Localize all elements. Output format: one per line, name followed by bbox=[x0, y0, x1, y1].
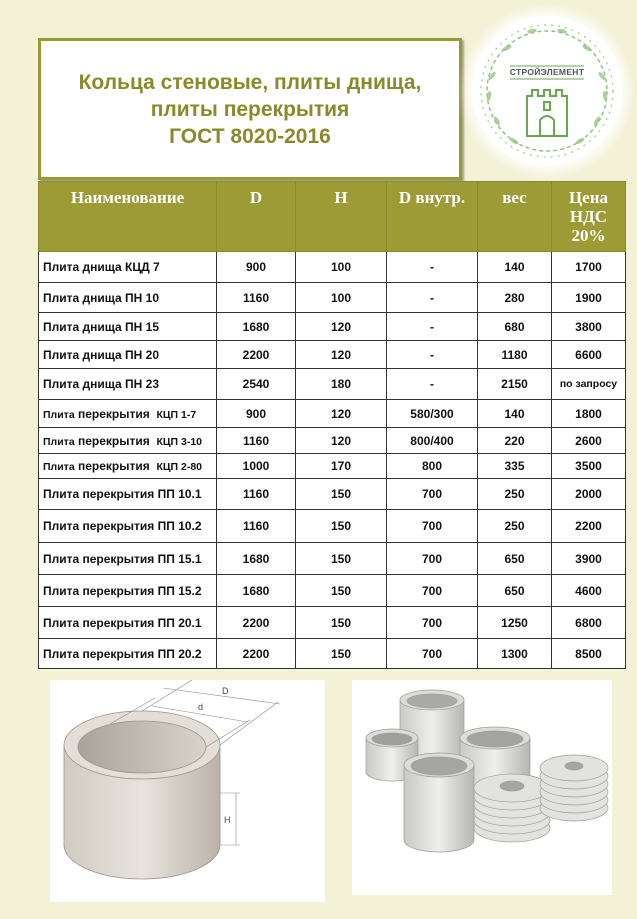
row-price: 1900 bbox=[552, 283, 626, 313]
row-weight: 250 bbox=[478, 479, 552, 510]
row-name-part-b: перекрытия bbox=[78, 459, 150, 473]
header-price-line-1: Цена bbox=[568, 188, 609, 207]
row-price: 3500 bbox=[552, 454, 626, 479]
row-weight: 140 bbox=[478, 252, 552, 283]
header-weight: вес bbox=[478, 182, 552, 252]
row-d-inner: - bbox=[387, 341, 478, 369]
logo-text: СТРОЙЭЛЕМЕНТ bbox=[509, 67, 585, 77]
row-weight: 280 bbox=[478, 283, 552, 313]
row-weight: 650 bbox=[478, 575, 552, 607]
row-h: 100 bbox=[296, 283, 387, 313]
row-h: 150 bbox=[296, 543, 387, 575]
row-price: 6800 bbox=[552, 607, 626, 639]
title-line-1: Кольца стеновые, плиты днища, bbox=[78, 70, 422, 94]
row-d-inner: 800/400 bbox=[387, 428, 478, 454]
row-d: 2200 bbox=[217, 639, 296, 669]
row-d: 2540 bbox=[217, 369, 296, 400]
row-weight: 650 bbox=[478, 543, 552, 575]
row-name: Плита перекрытия ПП 15.2 bbox=[39, 575, 217, 607]
table-row bbox=[39, 252, 626, 283]
row-h: 150 bbox=[296, 510, 387, 543]
header-d: D bbox=[217, 182, 296, 252]
row-price: 2000 bbox=[552, 479, 626, 510]
row-weight: 1180 bbox=[478, 341, 552, 369]
row-name: Плита перекрытия ПП 10.2 bbox=[39, 510, 217, 543]
row-d-inner: 700 bbox=[387, 543, 478, 575]
header-h: H bbox=[296, 182, 387, 252]
row-name-part-c: КЦП 1-7 bbox=[156, 408, 197, 421]
row-d: 1680 bbox=[217, 575, 296, 607]
row-d-inner: 700 bbox=[387, 510, 478, 543]
castle-icon bbox=[527, 90, 567, 136]
table-row bbox=[39, 575, 626, 607]
row-d-inner: - bbox=[387, 283, 478, 313]
table-row bbox=[39, 313, 626, 341]
row-d: 1680 bbox=[217, 543, 296, 575]
row-h: 120 bbox=[296, 313, 387, 341]
row-name-part-a: Плита bbox=[43, 408, 75, 421]
row-weight: 250 bbox=[478, 510, 552, 543]
title-line-2: плиты перекрытия bbox=[150, 97, 350, 121]
diagram-label-H: H bbox=[224, 815, 231, 825]
header-price bbox=[552, 182, 626, 252]
row-price: 8500 bbox=[552, 639, 626, 669]
row-name bbox=[39, 428, 217, 454]
row-d-inner: 700 bbox=[387, 575, 478, 607]
title-line-3: ГОСТ 8020-2016 bbox=[169, 124, 331, 148]
row-name-part-a: Плита bbox=[43, 435, 75, 448]
table-row bbox=[39, 341, 626, 369]
row-name: Плита перекрытия ПП 15.1 bbox=[39, 543, 217, 575]
row-name-part-c: КЦП 2-80 bbox=[156, 461, 202, 473]
row-name-part-c: КЦП 3-10 bbox=[156, 435, 202, 448]
ring-diagram-image bbox=[50, 680, 325, 902]
row-price: 3900 bbox=[552, 543, 626, 575]
row-name: Плита перекрытия ПП 10.1 bbox=[39, 479, 217, 510]
row-weight: 140 bbox=[478, 400, 552, 428]
row-name-part-a: Плита bbox=[43, 461, 75, 473]
row-weight: 2150 bbox=[478, 369, 552, 400]
row-d-inner: - bbox=[387, 252, 478, 283]
row-price: 1700 bbox=[552, 252, 626, 283]
row-weight: 335 bbox=[478, 454, 552, 479]
row-h: 120 bbox=[296, 341, 387, 369]
row-name: Плита днища ПН 15 bbox=[39, 313, 217, 341]
table-row bbox=[39, 369, 626, 400]
company-logo bbox=[472, 16, 622, 166]
row-d: 1160 bbox=[217, 479, 296, 510]
row-d-inner: 580/300 bbox=[387, 400, 478, 428]
row-weight: 220 bbox=[478, 428, 552, 454]
row-d-inner: - bbox=[387, 313, 478, 341]
row-h: 120 bbox=[296, 428, 387, 454]
table-row bbox=[39, 607, 626, 639]
row-h: 150 bbox=[296, 479, 387, 510]
row-d-inner: 700 bbox=[387, 479, 478, 510]
table-header-row bbox=[39, 182, 626, 252]
row-d: 900 bbox=[217, 400, 296, 428]
table-row bbox=[39, 639, 626, 669]
diagram-label-d: d bbox=[198, 702, 204, 712]
row-h: 170 bbox=[296, 454, 387, 479]
row-name: Плита днища ПН 23 bbox=[39, 369, 217, 400]
row-price: 2600 bbox=[552, 428, 626, 454]
row-name-part-b: перекрытия bbox=[78, 406, 150, 421]
row-d-inner: 700 bbox=[387, 607, 478, 639]
row-weight: 1300 bbox=[478, 639, 552, 669]
row-name: Плита перекрытия ПП 20.1 bbox=[39, 607, 217, 639]
table-row bbox=[39, 510, 626, 543]
row-price: 4600 bbox=[552, 575, 626, 607]
row-name: Плита днища КЦД 7 bbox=[39, 252, 217, 283]
row-price: 1800 bbox=[552, 400, 626, 428]
table-row bbox=[39, 479, 626, 510]
table-row bbox=[39, 428, 626, 454]
concrete-rings-group bbox=[352, 680, 612, 895]
table-row bbox=[39, 283, 626, 313]
row-d-inner: - bbox=[387, 369, 478, 400]
row-name: Плита перекрытия ПП 20.2 bbox=[39, 639, 217, 669]
row-h: 120 bbox=[296, 400, 387, 428]
concrete-ring-diagram bbox=[50, 680, 325, 902]
row-price: 3800 bbox=[552, 313, 626, 341]
row-name: Плита днища ПН 10 bbox=[39, 283, 217, 313]
diagram-label-D: D bbox=[222, 686, 229, 696]
row-d: 1000 bbox=[217, 454, 296, 479]
row-d: 900 bbox=[217, 252, 296, 283]
concrete-products-image bbox=[352, 680, 612, 895]
row-name bbox=[39, 454, 217, 479]
table-row bbox=[39, 454, 626, 479]
row-d: 1680 bbox=[217, 313, 296, 341]
row-d: 2200 bbox=[217, 341, 296, 369]
row-h: 100 bbox=[296, 252, 387, 283]
row-d: 1160 bbox=[217, 283, 296, 313]
row-name bbox=[39, 400, 217, 428]
row-d: 1160 bbox=[217, 510, 296, 543]
table-row bbox=[39, 400, 626, 428]
wreath-icon bbox=[472, 16, 622, 166]
table-row bbox=[39, 543, 626, 575]
price-table bbox=[38, 181, 626, 669]
header-price-line-2: НДС bbox=[569, 207, 608, 226]
header-name: Наименование bbox=[39, 182, 217, 252]
row-h: 180 bbox=[296, 369, 387, 400]
row-weight: 680 bbox=[478, 313, 552, 341]
row-price: 6600 bbox=[552, 341, 626, 369]
row-d-inner: 700 bbox=[387, 639, 478, 669]
row-weight: 1250 bbox=[478, 607, 552, 639]
header-price-line-3: 20% bbox=[571, 226, 606, 245]
row-h: 150 bbox=[296, 639, 387, 669]
row-name: Плита днища ПН 20 bbox=[39, 341, 217, 369]
row-name-part-b: перекрытия bbox=[78, 433, 150, 448]
row-d-inner: 800 bbox=[387, 454, 478, 479]
title-box bbox=[38, 38, 462, 180]
row-price: 2200 bbox=[552, 510, 626, 543]
header-d-inner: D внутр. bbox=[387, 182, 478, 252]
row-h: 150 bbox=[296, 575, 387, 607]
row-price: по запросу bbox=[552, 369, 626, 400]
row-d: 1160 bbox=[217, 428, 296, 454]
row-d: 2200 bbox=[217, 607, 296, 639]
row-h: 150 bbox=[296, 607, 387, 639]
